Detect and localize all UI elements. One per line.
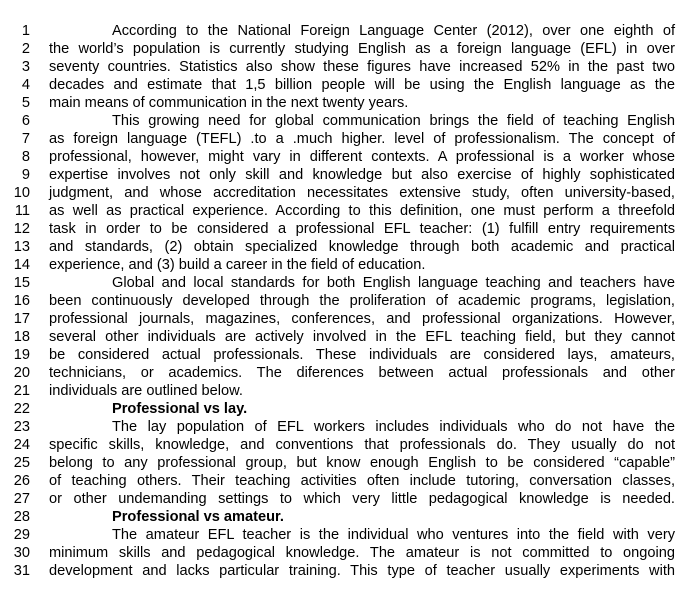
text-line: [0, 436, 699, 454]
line-number: 23: [13, 419, 30, 435]
line-text: specific skills, knowledge, and conventions that professionals do. They usually do not: [49, 437, 675, 453]
line-text: or other undemanding settings to which very little pedagogical knowledge is needed.: [49, 491, 675, 507]
line-text: This growing need for global communication brings the field of teaching English: [112, 113, 675, 129]
line-text: task in order to be considered a professional EFL teacher: (1) fulfill entry requirements: [49, 221, 675, 237]
text-line: [0, 22, 699, 40]
line-text: professional, however, might vary in different contexts. A professional is a worker whose: [49, 149, 675, 165]
text-line: [0, 94, 699, 112]
line-text: of teaching others. Their teaching activities often include tutoring, conversation classes,: [49, 473, 675, 489]
line-text: experience, and (3) build a career in the field of education.: [49, 257, 426, 273]
line-number: 4: [21, 77, 30, 93]
text-line: [0, 526, 699, 544]
text-line: [0, 472, 699, 490]
text-line: [0, 328, 699, 346]
text-line: [0, 58, 699, 76]
text-line: [0, 148, 699, 166]
text-line: [0, 364, 699, 382]
text-line: [0, 256, 699, 274]
line-number: 1: [21, 23, 30, 39]
line-number: 25: [13, 455, 30, 471]
line-number: 31: [13, 563, 30, 579]
text-line: [0, 40, 699, 58]
line-number: 24: [13, 437, 30, 453]
text-line: [0, 166, 699, 184]
line-number: 2: [21, 41, 30, 57]
section-heading-line: [0, 400, 699, 418]
text-line: [0, 490, 699, 508]
line-text: technicians, or academics. The diferences between actual professionals and other: [49, 365, 675, 381]
line-text: as well as practical experience. According to this definition, one must perform a threefold: [49, 203, 675, 219]
line-text: main means of communication in the next twenty years.: [49, 95, 409, 111]
line-number: 26: [13, 473, 30, 489]
line-number: 30: [13, 545, 30, 561]
line-text: be considered actual professionals. These individuals are considered lays, amateurs,: [49, 347, 675, 363]
line-number: 6: [21, 113, 30, 129]
line-text: individuals are outlined below.: [49, 383, 243, 399]
line-number: 11: [14, 203, 30, 219]
line-text: decades and estimate that 1,5 billion people will be using the English language as the: [49, 77, 675, 93]
line-text: and standards, (2) obtain specialized knowledge through both academic and practical: [49, 239, 675, 255]
line-number: 10: [13, 185, 30, 201]
line-text: The amateur EFL teacher is the individual who ventures into the field with very: [112, 527, 675, 543]
line-number: 15: [13, 275, 30, 291]
text-line: [0, 310, 699, 328]
line-text: the world’s population is currently studying English as a foreign language (EFL) in over: [49, 41, 675, 57]
line-number: 5: [21, 95, 30, 111]
text-line: [0, 274, 699, 292]
text-line: [0, 544, 699, 562]
text-line: [0, 238, 699, 256]
line-text: Global and local standards for both English language teaching and teachers have: [112, 275, 675, 291]
line-text: expertise involves not only skill and knowledge but also exercise of highly sophisticated: [49, 167, 675, 183]
text-line: [0, 418, 699, 436]
line-text: The lay population of EFL workers includes individuals who do not have the: [112, 419, 675, 435]
section-heading: Professional vs lay.: [112, 401, 248, 417]
line-number: 8: [21, 149, 30, 165]
line-text: belong to any professional group, but know enough English to be considered “capable”: [49, 455, 675, 471]
text-line: [0, 382, 699, 400]
line-number: 18: [13, 329, 30, 345]
line-text: been continuously developed through the proliferation of academic programs, legislation,: [49, 293, 675, 309]
line-text: minimum skills and pedagogical knowledge. The amateur is not committed to ongoing: [49, 545, 675, 561]
line-number: 20: [13, 365, 30, 381]
line-text: judgment, and whose accreditation necessitates extensive study, often university-based,: [49, 185, 675, 201]
text-line: [0, 76, 699, 94]
line-number: 19: [13, 347, 30, 363]
line-number: 29: [13, 527, 30, 543]
line-number: 9: [21, 167, 30, 183]
line-number: 16: [13, 293, 30, 309]
section-heading: Professional vs amateur.: [112, 509, 284, 525]
text-line: [0, 346, 699, 364]
text-line: [0, 130, 699, 148]
line-number: 14: [13, 257, 30, 273]
line-text: development and lacks particular training. This type of teacher usually experiments with: [49, 563, 675, 579]
line-text: as foreign language (TEFL) .to a .much higher. level of professionalism. The concept of: [49, 131, 675, 147]
line-number: 3: [21, 59, 30, 75]
line-text: According to the National Foreign Language Center (2012), over one eighth of: [112, 23, 675, 39]
line-number: 7: [21, 131, 30, 147]
text-line: [0, 184, 699, 202]
line-number: 22: [13, 401, 30, 417]
line-text: several other individuals are actively involved in the EFL teaching field, but they cannot: [49, 329, 675, 345]
text-line: [0, 454, 699, 472]
text-line: [0, 562, 699, 580]
text-line: [0, 202, 699, 220]
line-number: 28: [13, 509, 30, 525]
line-number: 12: [13, 221, 30, 237]
text-line: [0, 220, 699, 238]
section-heading-line: [0, 508, 699, 526]
line-number: 13: [13, 239, 30, 255]
text-line: [0, 292, 699, 310]
line-text: professional journals, magazines, conferences, and professional organizations. However,: [49, 311, 675, 327]
line-text: seventy countries. Statistics also show these figures have increased 52% in the past two: [49, 59, 675, 75]
text-line: [0, 112, 699, 130]
line-number: 21: [13, 383, 30, 399]
line-number: 17: [13, 311, 30, 327]
line-number: 27: [13, 491, 30, 507]
